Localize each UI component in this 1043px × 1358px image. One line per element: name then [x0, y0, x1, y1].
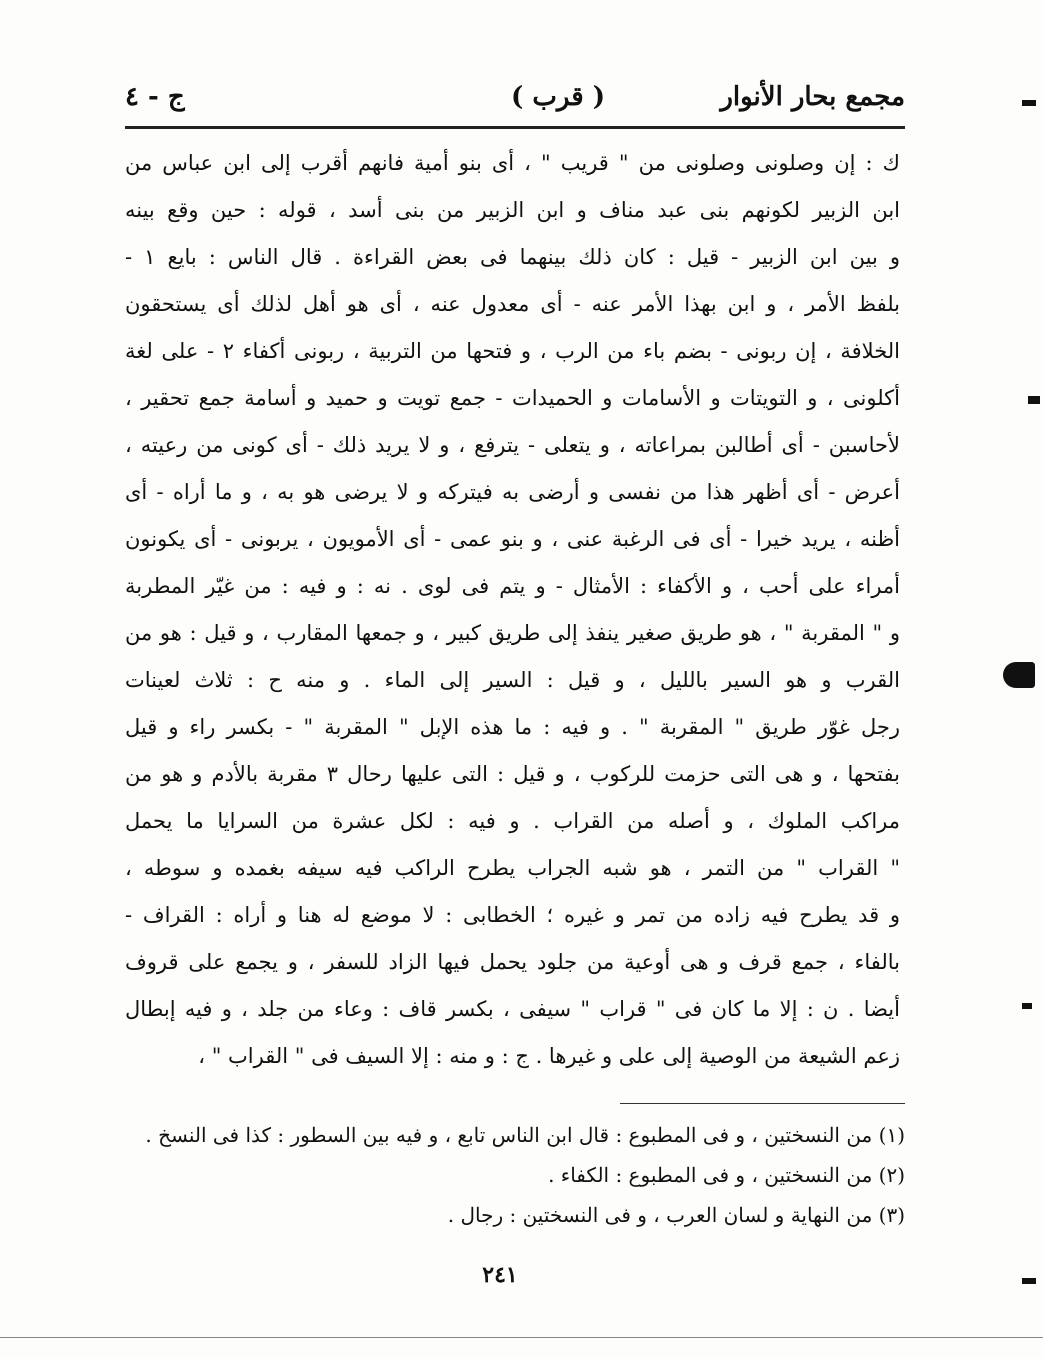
scan-mark — [1022, 1278, 1036, 1284]
footnote: (٣) من النهاية و لسان العرب ، و فى النسختين : رجال . — [447, 1203, 905, 1227]
text-line: أكلونى ، و التويتات و الأسامات و الحميدات - جمع تويت و حميد و أسامة جمع تحقير ، — [125, 386, 900, 410]
footnote: (٢) من النسختين ، و فى المطبوع : الكفاء . — [548, 1163, 905, 1187]
footnote: (١) من النسختين ، و فى المطبوع : قال ابن الناس تابع ، و فيه بين السطور : كذا فى النسخ . — [145, 1123, 905, 1147]
text-line: زعم الشيعة من الوصية إلى على و غيرها . ج : و منه : إلا السيف فى " القراب " ، — [198, 1044, 900, 1068]
footnote-rule — [620, 1103, 905, 1104]
text-line: بلفظ الأمر ، و ابن بهذا الأمر عنه - أى معدول عنه ، أى هو أهل لذلك أى يستحقون — [125, 292, 900, 316]
text-line: و قد يطرح فيه زاده من تمر و غيره ؛ الخطابى : لا موضع له هنا و أراه : القراف - — [125, 903, 900, 927]
page-number: ٢٤١ — [482, 1262, 518, 1288]
text-line: مراكب الملوك ، و أصله من القراب . و فيه : لكل عشرة من السرايا ما يحمل — [125, 809, 900, 833]
text-line: الخلافة ، إن ربونى - بضم باء من الرب ، و فتحها من التربية ، ربونى أكفاء ٢ - على لغة — [125, 339, 900, 363]
text-line: و بين ابن الزبير - قيل : كان ذلك بينهما فى بعض القراءة . قال الناس : بايع ١ - — [125, 245, 900, 269]
text-line: أظنه ، يريد خيرا - أى فى الرغبة عنى ، و بنو عمى - أى الأمويون ، يربونى - أى يكونون — [125, 527, 900, 551]
text-line: بفتحها ، و هى التى حزمت للركوب ، و قيل : التى عليها رحال ٣ مقربة بالأدم و هو من — [125, 762, 900, 786]
text-line: أعرض - أى أظهر هذا من نفسى و أرضى به فيتركه و لا يرضى هو به ، و ما أراه - أى — [125, 480, 900, 504]
text-line: القرب و هو السير بالليل ، و قيل : السير إلى الماء . و منه ح : ثلاث لعينات — [125, 668, 900, 692]
text-line: رجل غوّر طريق " المقربة " . و فيه : ما هذه الإبل " المقربة " - بكسر راء و قيل — [125, 715, 900, 739]
book-title: مجمع بحار الأنوار — [720, 82, 905, 112]
text-line: " القراب " من التمر ، هو شبه الجراب يطرح الراكب فيه سيفه بغمده و سوطه ، — [125, 856, 900, 880]
text-line: أيضا . ن : إلا ما كان فى " قراب " سيفى ، بكسر قاف : وعاء من جلد ، و فيه إبطال — [125, 997, 900, 1021]
scan-mark — [1022, 1003, 1032, 1009]
header-rule — [125, 126, 905, 129]
running-header — [125, 82, 905, 122]
text-line: أمراء على أحب ، و الأكفاء : الأمثال - و يتم فى لوى . نه : و فيه : من غيّر المطربة — [125, 574, 900, 598]
volume-label: ج - ٤ — [125, 82, 185, 112]
entry-heading: ( قرب ) — [511, 82, 605, 112]
text-line: ابن الزبير لكونهم بنى عبد مناف و ابن الزبير من بنى أسد ، قوله : حين وقع بينه — [125, 198, 900, 222]
scan-edge-line — [0, 1337, 1043, 1338]
scan-mark — [1022, 100, 1036, 106]
footnotes — [125, 1115, 905, 1235]
text-line: لأحاسبن - أى أطالبن بمراعاته ، و يتعلى - يترفع ، و لا يريد ذلك - أى كونى من رعيته ، — [125, 433, 900, 457]
scan-mark — [1028, 396, 1040, 404]
text-line: و " المقربة " ، هو طريق صغير ينفذ إلى طريق كبير ، و جمعها المقارب ، و قيل : هو من — [125, 621, 900, 645]
scan-mark — [1003, 662, 1035, 688]
main-text — [125, 140, 900, 1080]
text-line: ك : إن وصلونى وصلونى من " قريب " ، أى بنو أمية فانهم أقرب إلى ابن عباس من — [125, 151, 900, 175]
text-line: بالفاء ، جمع قرف و هى أوعية من جلود يحمل فيها الزاد للسفر ، و يجمع على قروف — [125, 950, 900, 974]
